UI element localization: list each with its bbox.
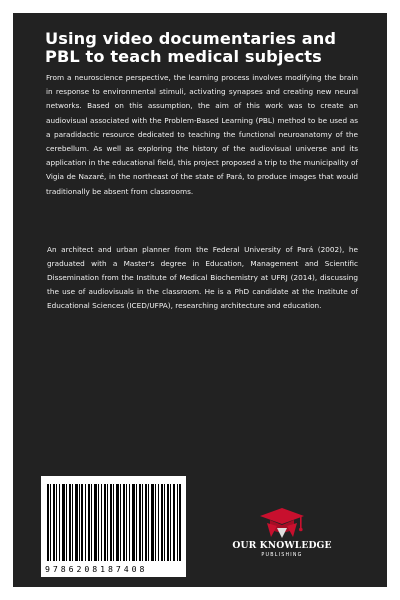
barcode-strokes — [47, 484, 181, 561]
isbn-barcode — [41, 476, 186, 577]
book-title: Using video documentaries and PBL to teach medical subjects — [45, 29, 337, 66]
isbn-number: 9786208187408 — [45, 564, 148, 574]
author-biography: An architect and urban planner from the Federal University of Pará (2002), he graduated with a Master's degree in Education, Management and Scientific Dissemination from the Institute of Medical Biochemistry at UFRJ (2014), discussing the use of audiovisuals in the classroom. He is a PhD candidate at the Institute of Educational Sciences (ICED/UFPA), researching architecture and education. — [47, 245, 358, 310]
publisher-logo — [226, 507, 338, 569]
publisher-name: OUR KNOWLEDGE — [232, 540, 332, 551]
publisher-subtitle: PUBLISHING — [261, 553, 303, 558]
book-description: From a neuroscience perspective, the learning process involves modifying the brain in response to environmental stimuli, activating synapses and creating new neural networks. Based on this assumption, the aim of this work was to create an audiovisual associated with the Problem-Based Learning (PBL) method to be used as a paradidactic resource dedicated to teaching the functional neuroanatomy of the cerebellum. As well as exploring the history of the audiovisual universe and its application in the educational field, this project proposed a trip to the municipality of Vigia de Nazaré, in the northeast of the state of Pará, to produce images that would traditionally be absent from classrooms. — [46, 73, 358, 196]
graduation-cap-icon — [259, 507, 305, 539]
barcode-bars — [41, 476, 186, 577]
